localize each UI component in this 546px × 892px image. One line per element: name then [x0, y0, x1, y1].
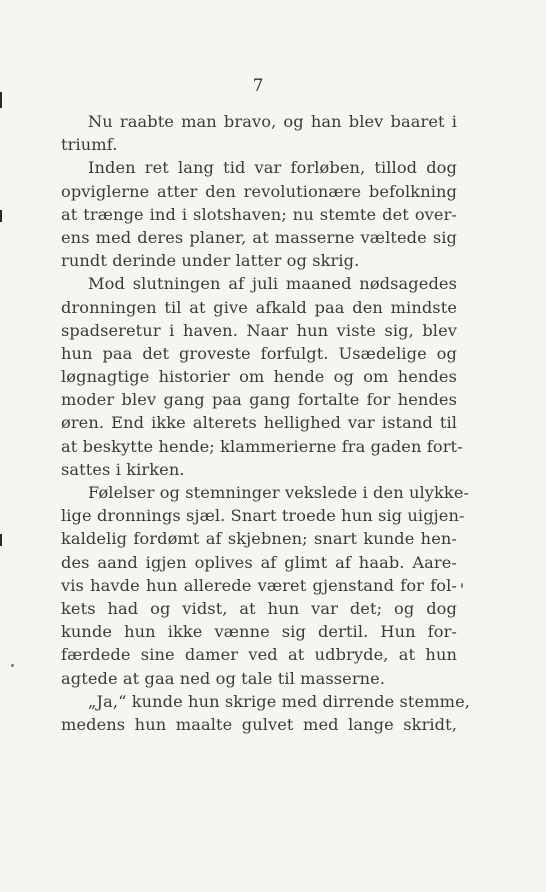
text-line: ens med deres planer, at masserne væltede sig: [61, 227, 457, 247]
text-line: at trænge ind i slotshaven; nu stemte det over-: [61, 204, 457, 224]
text-line: kets had og vidst, at hun var det; og dog: [61, 598, 457, 618]
body-text: [61, 110, 471, 736]
text-line: opviglerne atter den revolutionære befolkning: [61, 181, 457, 201]
text-line: Nu raabte man bravo, og han blev baaret i: [88, 112, 457, 131]
text-line: vis havde hun allerede været gjenstand for fol-: [61, 575, 457, 595]
text-line: kunde hun ikke vænne sig dertil. Hun for-: [61, 622, 457, 642]
text-line: Mod slutningen af juli maaned nødsagedes: [88, 274, 457, 294]
text-line: hun paa det groveste forfulgt. Usædelige og: [61, 343, 457, 363]
print-speck: [11, 664, 14, 667]
text-line: Følelser og stemninger vekslede i den ulykke-: [88, 483, 470, 502]
text-line: kaldelig fordømt af skjebnen; snart kunde hen-: [61, 529, 457, 549]
page-edge-mark: [0, 210, 2, 222]
print-speck: [461, 583, 463, 588]
text-line: des aand igjen oplives af glimt af haab. Aare-: [61, 552, 457, 572]
text-line: spadseretur i haven. Naar hun viste sig, blev: [61, 320, 457, 340]
page-edge-mark: [0, 534, 2, 546]
text-line: Inden ret lang tid var forløben, tillod dog: [88, 158, 457, 178]
text-line: medens hun maalte gulvet med lange skridt,: [61, 714, 457, 734]
text-line: at beskytte hende; klammerierne fra gaden fort-: [61, 436, 463, 456]
page-number: 7: [252, 76, 264, 96]
text-line: agtede at gaa ned og tale til masserne.: [61, 668, 386, 688]
text-line: lige dronnings sjæl. Snart troede hun sig uigjen-: [61, 506, 465, 526]
text-line: dronningen til at give afkald paa den mindste: [61, 297, 457, 317]
text-line: „Ja,“ kunde hun skrige med dirrende stemme,: [88, 691, 471, 711]
text-line: øren. End ikke alterets hellighed var istand til: [61, 413, 457, 433]
text-line: rundt derinde under latter og skrig.: [61, 251, 360, 271]
text-line: moder blev gang paa gang fortalte for hendes: [61, 390, 457, 410]
text-line: færdede sine damer ved at udbryde, at hun: [61, 645, 457, 665]
text-line: sattes i kirken.: [61, 459, 185, 479]
text-line: løgnagtige historier om hende og om hendes: [61, 367, 457, 387]
text-line: triumf.: [61, 135, 118, 155]
